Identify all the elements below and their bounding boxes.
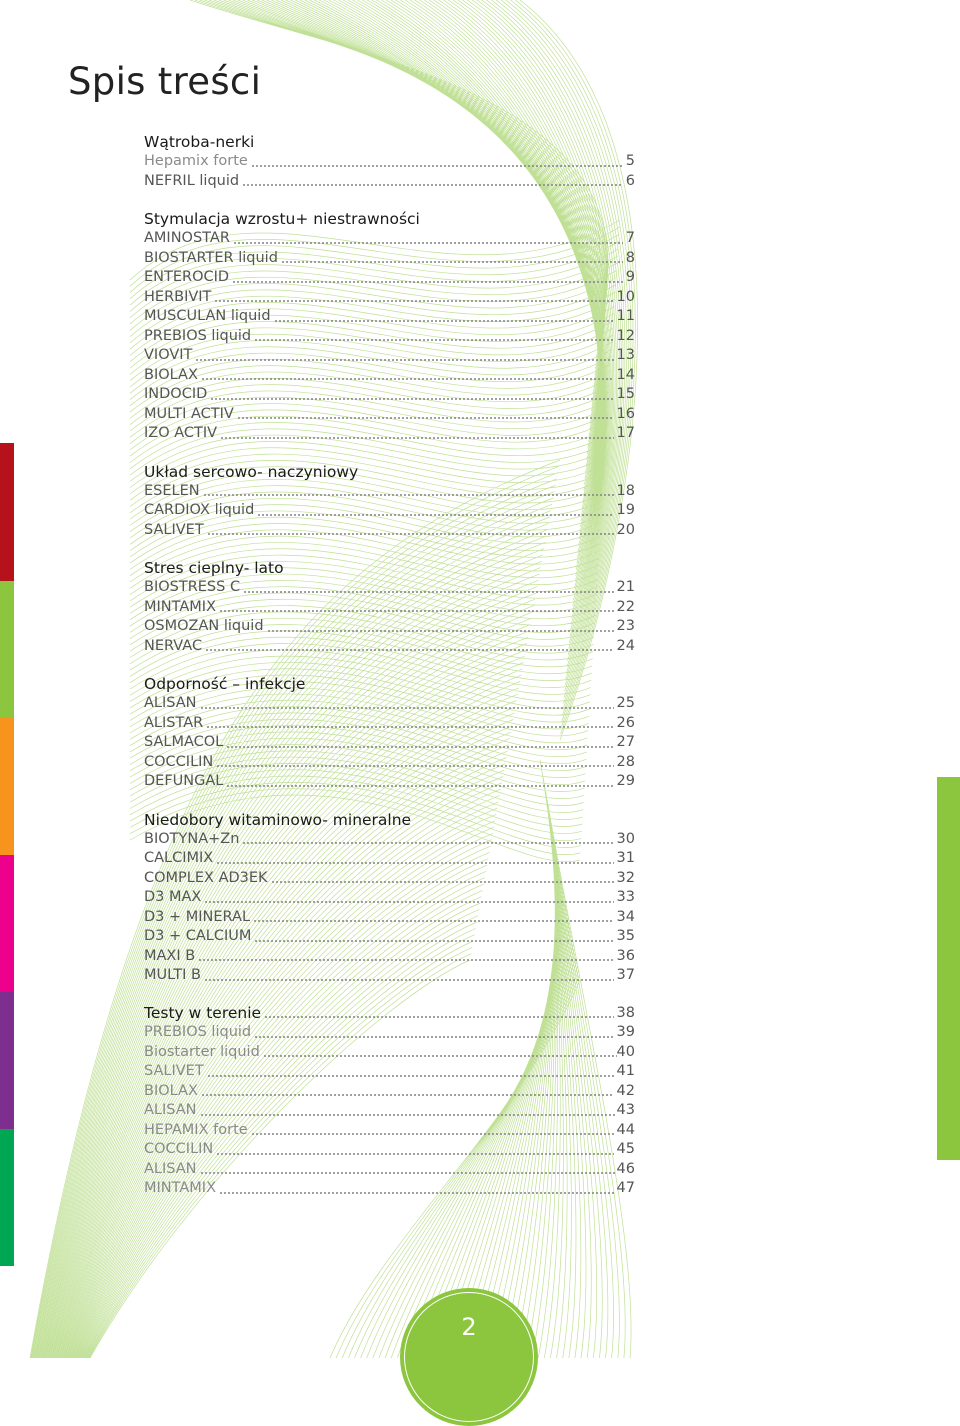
dot-leader (206, 726, 613, 728)
dot-leader (254, 339, 613, 341)
toc-entry-label: PREBIOS liquid (144, 1024, 252, 1040)
toc-entry[interactable] (144, 869, 635, 889)
toc-entry[interactable] (144, 772, 635, 792)
toc-entry[interactable] (144, 327, 635, 347)
toc-entry-page: 10 (616, 288, 635, 305)
toc-entry[interactable] (144, 966, 635, 986)
toc-entry[interactable] (144, 578, 635, 598)
toc-entry-label: AMINOSTAR (144, 230, 230, 246)
toc-entry-label: ALISAN (144, 695, 197, 711)
section-color-strip-purple (0, 992, 14, 1129)
toc-entry-label: ENTEROCID (144, 269, 230, 285)
toc-entry-page: 18 (616, 482, 635, 499)
toc-entry[interactable] (144, 1082, 635, 1102)
toc-entry-page: 47 (616, 1180, 635, 1196)
toc-section (144, 209, 635, 444)
toc-entry-label: MULTI B (144, 967, 201, 983)
toc-entry-page: 39 (616, 1024, 635, 1040)
toc-entry[interactable] (144, 501, 635, 521)
toc-entry-page: 24 (616, 637, 635, 654)
toc-entry[interactable] (144, 1004, 635, 1024)
toc-entry-page: 29 (616, 773, 635, 789)
toc-entry-page: 41 (616, 1063, 635, 1079)
dot-leader (204, 979, 614, 981)
toc-entry-label: HEPAMIX forte (144, 1121, 248, 1138)
toc-entry-page: 14 (616, 366, 635, 383)
dot-leader (216, 1153, 613, 1155)
dot-leader (200, 1172, 617, 1174)
toc-entry-label: CALCIMIX (144, 850, 214, 866)
toc-entry[interactable] (144, 268, 635, 288)
toc-entry[interactable] (144, 1023, 635, 1043)
toc-entry-label: SALMACOL (144, 734, 224, 750)
toc-entry-label: BIOTYNA+Zn (144, 830, 240, 847)
dot-leader (201, 378, 614, 380)
toc-entry[interactable] (144, 888, 635, 908)
toc-entry[interactable] (144, 1043, 635, 1063)
toc-entry-page: 25 (616, 695, 635, 711)
dot-leader (198, 959, 613, 961)
toc-entry-label: PREBIOS liquid (144, 327, 252, 344)
dot-leader (219, 1192, 614, 1194)
dot-leader (267, 630, 614, 632)
toc-section (144, 462, 635, 541)
toc-entry-label: BIOLAX (144, 1082, 198, 1099)
toc-entry-page: 6 (625, 172, 635, 189)
toc-entry[interactable] (144, 753, 635, 773)
toc-section (144, 558, 635, 656)
dot-leader (207, 533, 614, 535)
page-title: Spis treści (68, 60, 262, 103)
dot-leader (274, 320, 614, 322)
section-color-strip-green (0, 581, 14, 718)
section-color-strip-red (0, 443, 14, 581)
toc-entry-label: MAXI B (144, 947, 196, 964)
right-green-tab (937, 777, 960, 1160)
toc-entry-page: 26 (616, 714, 635, 731)
dot-leader (216, 862, 613, 864)
toc-entry-label: SALIVET (144, 521, 204, 538)
dot-leader (237, 417, 614, 419)
dot-leader (254, 940, 613, 942)
toc-entry-page: 43 (616, 1102, 635, 1118)
toc-entry-page: 46 (616, 1160, 635, 1177)
toc-entry-page: 45 (616, 1141, 635, 1157)
dot-leader (205, 649, 613, 651)
dot-leader (243, 591, 613, 593)
toc-entry-label: OSMOZAN liquid (144, 618, 264, 634)
toc-entry-label: HERBIVIT (144, 288, 212, 305)
toc-section (144, 132, 635, 191)
toc-entry-page: 33 (616, 889, 635, 905)
section-heading: Stres cieplny- lato (144, 559, 284, 577)
toc-entry-label: ESELEN (144, 482, 200, 499)
toc-entry[interactable] (144, 598, 635, 618)
toc-entry-page: 31 (616, 850, 635, 866)
toc-entry-page: 32 (616, 869, 635, 886)
toc-entry-page: 34 (616, 908, 635, 925)
section-heading: Niedobory witaminowo- mineralne (144, 810, 412, 829)
dot-leader (219, 610, 614, 612)
toc-entry[interactable] (144, 1101, 635, 1121)
page-number: 2 (461, 1313, 477, 1341)
toc-entry-label: ALISAN (144, 1102, 197, 1118)
toc-entry-label: IZO ACTIV (144, 425, 218, 441)
toc-entry[interactable] (144, 927, 635, 947)
toc-entry-page: 17 (616, 425, 635, 441)
toc-entry[interactable] (144, 617, 635, 637)
toc-entry[interactable] (144, 482, 635, 502)
section-heading: Odporność – infekcje (144, 675, 306, 693)
toc-entry-label: ALISTAR (144, 714, 204, 731)
dot-leader (226, 785, 613, 787)
toc-entry[interactable] (144, 521, 635, 541)
toc-entry[interactable] (144, 1160, 635, 1180)
toc-entry-page: 13 (616, 347, 635, 363)
toc-entry[interactable] (144, 424, 635, 444)
section-heading: Stymulacja wzrostu+ niestrawności (144, 210, 420, 228)
toc-entry-page: 11 (616, 308, 635, 324)
toc-entry[interactable] (144, 733, 635, 753)
toc-entry-label: MULTI ACTIV (144, 405, 234, 422)
dot-leader (254, 1036, 613, 1038)
dot-leader (242, 842, 613, 844)
toc-entry-label: ALISAN (144, 1160, 197, 1177)
toc-entry[interactable] (144, 1140, 635, 1160)
toc-entry-label: COMPLEX AD3EK (144, 869, 268, 886)
section-heading: Układ sercowo- naczyniowy (144, 462, 359, 481)
toc-entry-label: BIOSTARTER liquid (144, 249, 278, 266)
section-color-strip-orange (0, 718, 14, 855)
section-heading: Wątroba-nerki (144, 133, 255, 151)
toc-entry-label: VIOVIT (144, 347, 193, 363)
toc-entry-page: 8 (625, 249, 635, 266)
dot-leader (257, 514, 613, 516)
page-number-ring (404, 1292, 534, 1422)
dot-leader (200, 707, 614, 709)
toc-entry-label: COCCILIN (144, 753, 214, 770)
toc-entry[interactable] (144, 366, 635, 386)
dot-leader (195, 359, 613, 361)
dot-leader (216, 765, 613, 767)
dot-leader (233, 242, 623, 244)
toc-entry-page: 7 (625, 230, 635, 246)
toc-entry-label: MINTAMIX (144, 1180, 217, 1196)
toc-entry-label: MINTAMIX (144, 598, 217, 615)
toc-entry[interactable] (144, 637, 635, 657)
toc-entry-page: 40 (616, 1043, 635, 1060)
toc-entry[interactable] (144, 1121, 635, 1141)
dot-leader (226, 746, 613, 748)
toc-entry-label: NERVAC (144, 637, 203, 654)
toc-entry-label: Testy w terenie (144, 1003, 262, 1022)
toc-entry-page: 5 (625, 153, 635, 169)
dot-leader (253, 920, 614, 922)
toc-entry-label: NEFRIL liquid (144, 172, 240, 189)
dot-leader (271, 881, 614, 883)
dot-leader (203, 494, 614, 496)
table-of-contents (144, 132, 635, 1217)
dot-leader (220, 437, 613, 439)
toc-entry-page: 16 (616, 405, 635, 422)
toc-entry-label: Hepamix forte (144, 153, 248, 169)
toc-entry-label: DEFUNGAL (144, 773, 224, 789)
toc-entry[interactable] (144, 849, 635, 869)
toc-entry-page: 30 (616, 830, 635, 847)
toc-section (144, 810, 635, 986)
toc-entry-page: 36 (616, 947, 635, 964)
toc-entry[interactable] (144, 385, 635, 405)
toc-entry-label: CARDIOX liquid (144, 502, 255, 518)
toc-entry[interactable] (144, 694, 635, 714)
toc-entry[interactable] (144, 714, 635, 734)
dot-leader (251, 1133, 614, 1135)
toc-entry-page: 37 (616, 967, 635, 983)
toc-entry[interactable] (144, 1179, 635, 1199)
toc-entry[interactable] (144, 229, 635, 249)
toc-entry-label: D3 + CALCIUM (144, 928, 252, 944)
toc-entry-page: 23 (616, 618, 635, 634)
section-color-strip-emerald (0, 1129, 14, 1266)
dot-leader (264, 1016, 613, 1018)
toc-entry-label: INDOCID (144, 386, 208, 402)
toc-entry-label: Biostarter liquid (144, 1043, 260, 1060)
toc-entry-label: COCCILIN (144, 1141, 214, 1157)
toc-entry-page: 42 (616, 1082, 635, 1099)
toc-entry[interactable] (144, 152, 635, 172)
toc-entry-label: BIOLAX (144, 366, 198, 383)
toc-entry-page: 12 (616, 327, 635, 344)
dot-leader (242, 184, 623, 186)
toc-entry-page: 44 (616, 1121, 635, 1138)
dot-leader (201, 1094, 614, 1096)
toc-entry[interactable] (144, 908, 635, 928)
toc-entry-label: MUSCULAN liquid (144, 308, 271, 324)
toc-entry[interactable] (144, 307, 635, 327)
toc-entry-page: 21 (616, 579, 635, 595)
dot-leader (204, 901, 613, 903)
toc-entry-label: BIOSTRESS C (144, 579, 241, 595)
toc-entry[interactable] (144, 249, 635, 269)
dot-leader (281, 261, 623, 263)
toc-entry-page: 35 (616, 928, 635, 944)
toc-entry-label: D3 MAX (144, 889, 202, 905)
dot-leader (251, 165, 623, 167)
dot-leader (232, 281, 623, 283)
toc-entry-page: 20 (616, 521, 635, 538)
dot-leader (207, 1075, 614, 1077)
toc-entry-label: D3 + MINERAL (144, 908, 251, 925)
toc-entry-label: SALIVET (144, 1063, 204, 1079)
toc-entry[interactable] (144, 288, 635, 308)
toc-entry[interactable] (144, 1062, 635, 1082)
dot-leader (200, 1114, 617, 1116)
toc-entry-page: 19 (616, 502, 635, 518)
toc-entry-page: 9 (625, 269, 635, 285)
toc-entry-page: 15 (616, 386, 635, 402)
toc-entry[interactable] (144, 947, 635, 967)
toc-entry[interactable] (144, 830, 635, 850)
toc-entry[interactable] (144, 405, 635, 425)
dot-leader (263, 1055, 617, 1057)
dot-leader (210, 398, 613, 400)
section-color-strip-magenta (0, 855, 14, 992)
toc-entry-page: 38 (616, 1004, 635, 1021)
toc-entry-page: 28 (616, 753, 635, 770)
dot-leader (214, 300, 613, 302)
toc-entry[interactable] (144, 346, 635, 366)
toc-entry[interactable] (144, 172, 635, 192)
toc-entry-page: 27 (616, 734, 635, 750)
toc-section (144, 674, 635, 792)
toc-entry-page: 22 (616, 598, 635, 615)
toc-section (144, 1004, 635, 1199)
